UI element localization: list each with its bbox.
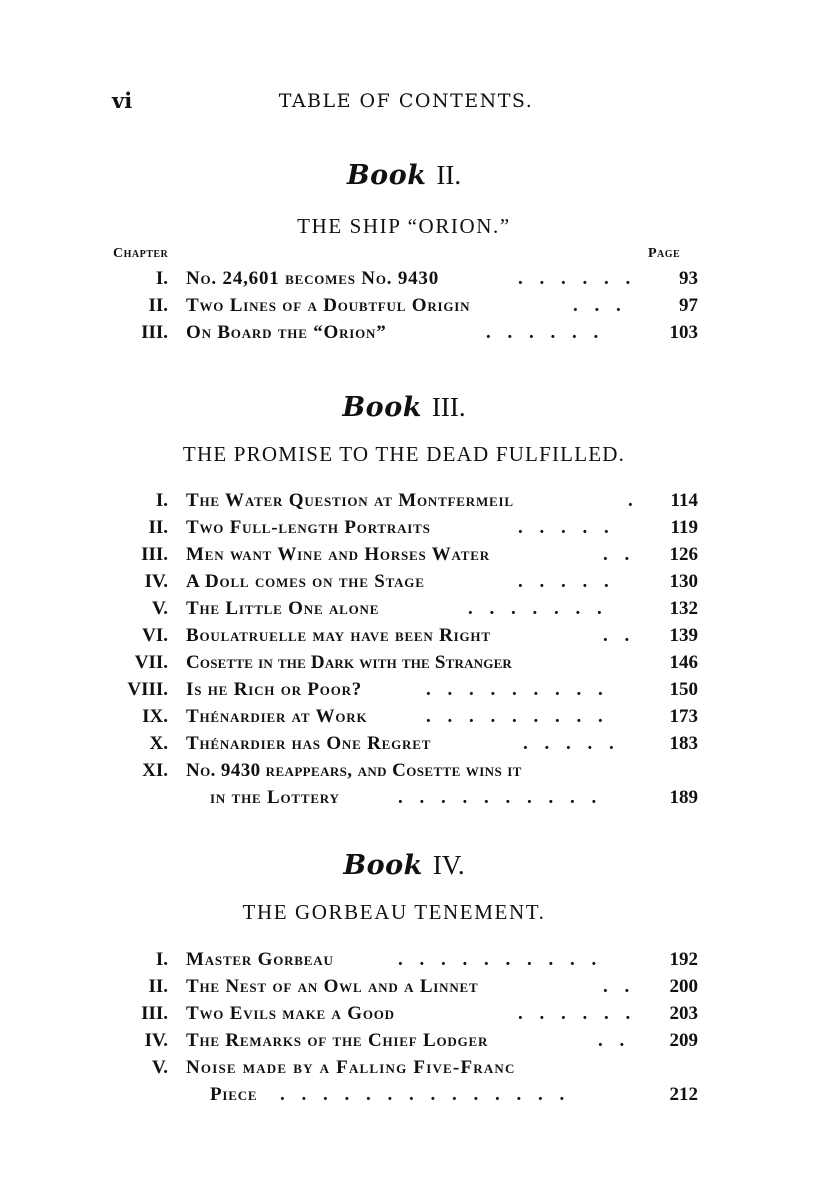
dot-leader: . . <box>603 976 636 997</box>
chapter-page: 209 <box>669 1030 698 1051</box>
chapter-page: 130 <box>669 571 698 592</box>
chapter-title: The Water Question at Montfermeil <box>186 490 514 511</box>
dot-leader: . . . . . <box>523 733 620 754</box>
chapter-title: A Doll comes on the Stage <box>186 571 425 592</box>
chapter-title-continued: in the Lottery <box>210 787 340 808</box>
chapter-title: Two Evils make a Good <box>186 1003 395 1024</box>
toc-row[interactable] <box>108 295 698 321</box>
chapter-number: III. <box>141 322 168 343</box>
book-2-title: THE SHIP “ORION.” <box>297 214 511 238</box>
toc-row-continuation[interactable] <box>108 1084 698 1110</box>
chapter-number: I. <box>155 268 168 289</box>
chapter-page: 146 <box>669 652 698 673</box>
toc-row[interactable] <box>108 1030 698 1056</box>
chapter-number: VII. <box>134 652 168 673</box>
book-number: IV. <box>432 850 465 880</box>
book-4-title: THE GORBEAU TENEMENT. <box>242 900 546 924</box>
page-number: vi <box>112 88 133 113</box>
toc-row[interactable] <box>108 733 698 759</box>
chapter-page: 93 <box>679 268 698 289</box>
book-word: Book <box>346 160 427 191</box>
chapter-number: XI. <box>142 760 168 781</box>
chapter-page: 114 <box>670 490 698 511</box>
chapter-page: 203 <box>669 1003 698 1024</box>
chapter-title: The Little One alone <box>186 598 380 619</box>
toc-row[interactable] <box>108 544 698 570</box>
running-title: TABLE OF CONTENTS. <box>278 90 534 112</box>
chapter-title: Master Gorbeau <box>186 949 334 970</box>
chapter-number: II. <box>148 976 168 997</box>
chapter-page: 132 <box>669 598 698 619</box>
chapter-title: Noise made by a Falling Five-Franc <box>186 1057 516 1078</box>
toc-row[interactable] <box>108 625 698 651</box>
chapter-title: Two Full-length Portraits <box>186 517 431 538</box>
chapter-number: I. <box>155 490 168 511</box>
chapter-number: X. <box>149 733 168 754</box>
book-4-heading <box>0 850 808 881</box>
book-2-heading <box>0 160 808 191</box>
chapter-number: VI. <box>142 625 168 646</box>
chapter-number: IV. <box>144 1030 168 1051</box>
chapter-page: 192 <box>669 949 698 970</box>
toc-row[interactable] <box>108 679 698 705</box>
dot-leader: . . . <box>573 295 627 316</box>
dot-leader: . . . . . <box>518 571 615 592</box>
chapter-page: 150 <box>669 679 698 700</box>
book-number: II. <box>436 160 462 190</box>
chapter-number: V. <box>151 1057 168 1078</box>
toc-row[interactable] <box>108 976 698 1002</box>
book-word: Book <box>343 850 423 881</box>
book-3-title: THE PROMISE TO THE DEAD FULFILLED. <box>182 442 626 466</box>
toc-row-continuation[interactable] <box>108 787 698 813</box>
toc-row[interactable] <box>108 1003 698 1029</box>
toc-row[interactable] <box>108 517 698 543</box>
chapter-column-label: Chapter <box>113 246 169 261</box>
chapter-title: Thénardier has One Regret <box>186 733 432 754</box>
dot-leader: . . . . . . . . . . <box>398 787 603 808</box>
chapter-page: 173 <box>669 706 698 727</box>
chapter-title: Cosette in the Dark with the Stranger <box>186 652 513 673</box>
chapter-title: Two Lines of a Doubtful Origin <box>186 295 471 316</box>
chapter-number: II. <box>148 517 168 538</box>
page-column-label: Page <box>648 246 681 261</box>
book-number: III. <box>431 392 466 422</box>
running-head <box>0 88 840 118</box>
chapter-page: 103 <box>669 322 698 343</box>
chapter-page: 126 <box>669 544 698 565</box>
chapter-number: VIII. <box>127 679 168 700</box>
chapter-title: The Remarks of the Chief Lodger <box>186 1030 489 1051</box>
chapter-title: The Nest of an Owl and a Linnet <box>186 976 479 997</box>
chapter-page: 139 <box>669 625 698 646</box>
chapter-page: 189 <box>669 787 698 808</box>
dot-leader: . . <box>603 544 636 565</box>
chapter-title: On Board the “Orion” <box>186 322 387 343</box>
dot-leader: . . . . . . . . . <box>426 679 609 700</box>
dot-leader: . . . . . . . <box>468 598 608 619</box>
dot-leader: . . . . . . <box>486 322 605 343</box>
chapter-page: 183 <box>669 733 698 754</box>
toc-row[interactable] <box>108 598 698 624</box>
toc-row[interactable] <box>108 322 698 348</box>
chapter-title: Boulatruelle may have been Right <box>186 625 491 646</box>
dot-leader: . . <box>598 1030 631 1051</box>
book-word: Book <box>342 392 422 423</box>
chapter-title: Thénardier at Work <box>186 706 368 727</box>
dot-leader: . . . . . . . . . . <box>398 949 603 970</box>
chapter-number: IV. <box>144 571 168 592</box>
toc-row[interactable] <box>108 706 698 732</box>
chapter-title: Men want Wine and Horses Water <box>186 544 490 565</box>
dot-leader: . . . . . <box>518 517 615 538</box>
chapter-number: I. <box>155 949 168 970</box>
chapter-number: IX. <box>142 706 168 727</box>
chapter-number: III. <box>141 1003 168 1024</box>
chapter-page: 212 <box>669 1084 698 1105</box>
dot-leader: . . . . . . . . . . . . . . <box>280 1084 571 1105</box>
chapter-page: 119 <box>670 517 698 538</box>
dot-leader: . . . . . . . . . <box>426 706 609 727</box>
toc-row[interactable] <box>108 1057 698 1083</box>
chapter-page: 97 <box>679 295 698 316</box>
chapter-page: 200 <box>669 976 698 997</box>
toc-row[interactable] <box>108 571 698 597</box>
toc-row[interactable] <box>108 268 698 294</box>
dot-leader: . <box>628 490 639 511</box>
chapter-title: No. 9430 reappears, and Cosette wins it <box>186 760 522 781</box>
dot-leader: . . <box>603 625 636 646</box>
toc-row[interactable] <box>108 949 698 975</box>
toc-row[interactable] <box>108 652 698 678</box>
chapter-number: II. <box>148 295 168 316</box>
toc-row[interactable] <box>108 760 698 786</box>
chapter-title-continued: Piece <box>210 1084 258 1105</box>
chapter-title: No. 24,601 becomes No. 9430 <box>186 268 440 289</box>
chapter-title: Is he Rich or Poor? <box>186 679 363 700</box>
chapter-number: V. <box>151 598 168 619</box>
chapter-number: III. <box>141 544 168 565</box>
toc-row[interactable] <box>108 490 698 516</box>
dot-leader: . . . . . . <box>518 1003 637 1024</box>
book-3-heading <box>0 392 808 423</box>
dot-leader: . . . . . . <box>518 268 637 289</box>
